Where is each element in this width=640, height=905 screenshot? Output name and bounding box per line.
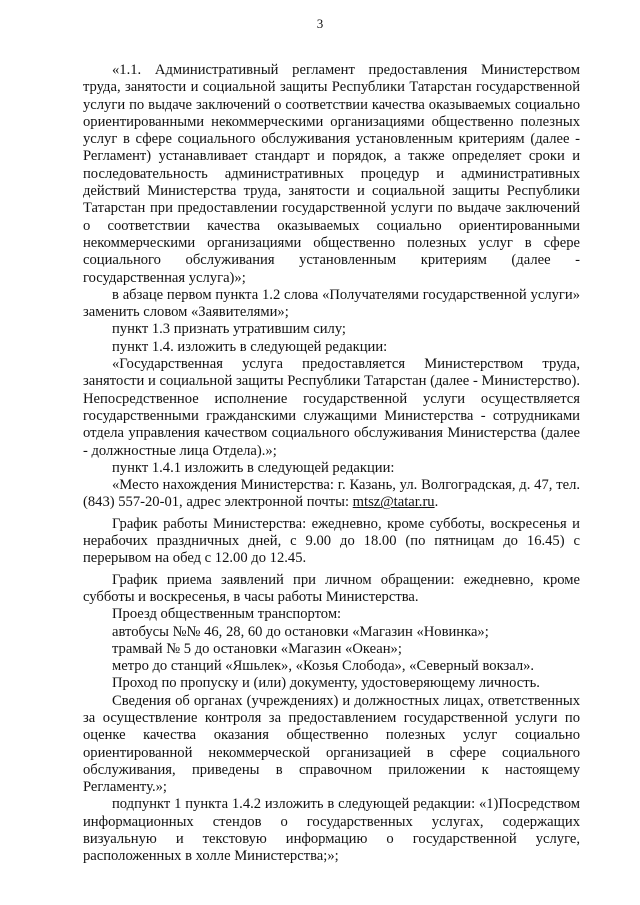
paragraph-clause-1-4-intro: пункт 1.4. изложить в следующей редакции: — [112, 338, 388, 355]
paragraph-clause-1-3: пункт 1.3 признать утратившим силу; — [112, 321, 346, 338]
paragraph-ministry-location — [83, 477, 580, 512]
paragraph-clause-1-4-text: «Государственная услуга предоставляется Министерством труда, занятости и социальной защиты Республики Татарстан (далее - Министерство). Непосредственное исполнение государственной услуги осуществляется государственными гражданскими служащими Министерства - сотрудниками отдела управления качеством социального обслуживания Министерства (далее - должностные лица Отдела).»; — [83, 356, 580, 459]
ministry-location-end: . — [434, 494, 439, 511]
paragraph-transport-bus: автобусы №№ 46, 28, 60 до остановки «Магазин «Новинка»; — [112, 623, 489, 640]
paragraph-clause-1-2: в абзаце первом пункта 1.2 слова «Получателями государственной услуги» заменить словом «Заявителями»; — [83, 286, 580, 321]
paragraph-transport-intro: Проезд общественным транспортом: — [112, 606, 342, 623]
email-link[interactable]: mtsz@tatar.ru — [352, 494, 435, 511]
paragraph-reception-hours: График приема заявлений при личном обращении: ежедневно, кроме субботы и воскресенья, в часы работы Министерства. — [83, 571, 580, 605]
paragraph-regulation-purpose: «1.1. Административный регламент предоставления Министерством труда, занятости и социальной защиты Республики Татарстан государственной услуги по выдаче заключений о соответствии качества оказываемых социально ориентированными некоммерческими организациями общественно полезных услуг в сфере социального обслуживания установленным критериям (далее - Регламент) устанавливает стандарт и порядок, а также определяет сроки и последовательность административных процедур и административных действий Министерства труда, занятости и социальной защиты Республики Татарстан при предоставлении государственной услуги по выдаче заключений о соответствии качества оказываемых социально ориентированными некоммерческими организациями общественно полезных услуг в сфере социального обслуживания установленным критериям (далее - государственная услуга)»; — [83, 62, 580, 286]
paragraph-clause-1-4-1-intro: пункт 1.4.1 изложить в следующей редакции: — [112, 459, 395, 476]
ministry-location-text: «Место нахождения Министерства: г. Казань, ул. Волгоградская, д. 47, тел. (843) 557-20-01, адрес электронной почты: — [83, 477, 580, 511]
paragraph-transport-tram: трамвай № 5 до остановки «Магазин «Океан»; — [112, 640, 402, 657]
paragraph-pass: Проход по пропуску и (или) документу, удостоверяющему личность. — [112, 675, 540, 692]
page-number: 3 — [316, 16, 324, 31]
document-body — [83, 62, 580, 866]
paragraph-clause-1-4-2: подпункт 1 пункта 1.4.2 изложить в следующей редакции: «1)Посредством информационных стендов о государственных услугах, содержащих визуальную и текстовую информацию о государственной услуге, расположенных в холле Министерства;»; — [83, 796, 580, 865]
paragraph-control-info: Сведения об органах (учреждениях) и должностных лицах, ответственных за осуществление контроля за предоставлением государственной услуги по оценке качества оказания общественно полезных услуг социально ориентированной некоммерческой организацией в сфере социального обслуживания, приведены в справочном приложении к настоящему Регламенту.»; — [83, 692, 580, 796]
paragraph-transport-metro: метро до станций «Яшьлек», «Козья Слобода», «Северный вокзал». — [112, 658, 535, 675]
paragraph-working-hours: График работы Министерства: ежедневно, кроме субботы, воскресенья и нерабочих праздничных дней, с 9.00 до 18.00 (по пятницам до 16.45) с перерывом на обед с 12.00 до 12.45. — [83, 515, 580, 567]
